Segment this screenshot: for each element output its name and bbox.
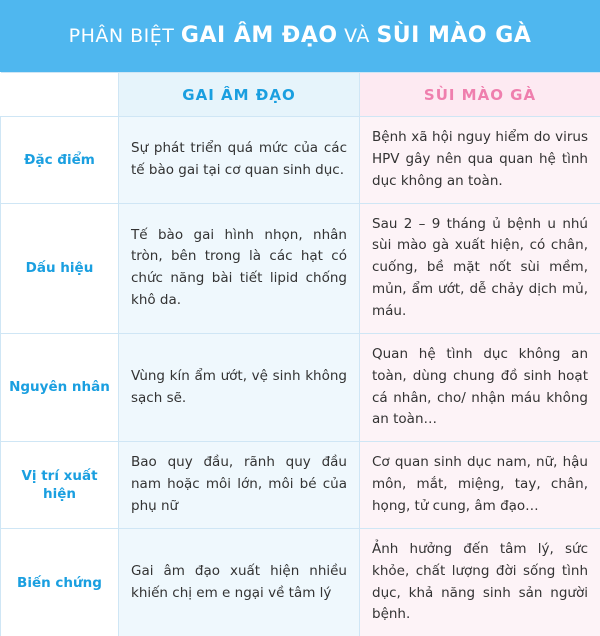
row-cell-right: Ảnh hưởng đến tâm lý, sức khỏe, chất lượng đời sống tình dục, khả năng sinh sản người bệnh. (360, 528, 600, 636)
table-row (1, 117, 600, 204)
column-header-right: SÙI MÀO GÀ (360, 73, 600, 117)
table-row (1, 333, 600, 441)
row-cell-left: Bao quy đầu, rãnh quy đầu nam hoặc môi lớn, môi bé của phụ nữ (119, 442, 360, 529)
title-part-conjunction: VÀ (338, 25, 377, 47)
row-label: Đặc điểm (1, 117, 119, 204)
table-row (1, 442, 600, 529)
row-cell-left: Tế bào gai hình nhọn, nhân tròn, bên trong là các hạt có chức năng bài tiết lipid chống khô da. (119, 203, 360, 333)
table-corner-cell (1, 73, 119, 117)
row-cell-right: Sau 2 – 9 tháng ủ bệnh u nhú sùi mào gà xuất hiện, có chân, cuống, bề mặt nốt sùi mềm, mủn, ẩm ướt, dễ chảy dịch mủ, máu. (360, 203, 600, 333)
row-cell-left: Sự phát triển quá mức của các tế bào gai tại cơ quan sinh dục. (119, 117, 360, 204)
table-row (1, 203, 600, 333)
table-row (1, 528, 600, 636)
row-cell-right: Cơ quan sinh dục nam, nữ, hậu môn, mắt, miệng, tay, chân, họng, tử cung, âm đạo… (360, 442, 600, 529)
table-header-row (1, 73, 600, 117)
title-part-left-term: GAI ÂM ĐẠO (181, 23, 338, 48)
row-label: Nguyên nhân (1, 333, 119, 441)
row-cell-left: Gai âm đạo xuất hiện nhiều khiến chị em e ngại về tâm lý (119, 528, 360, 636)
row-cell-left: Vùng kín ẩm ướt, vệ sinh không sạch sẽ. (119, 333, 360, 441)
row-cell-right: Quan hệ tình dục không an toàn, dùng chung đồ sinh hoạt cá nhân, cho/ nhận máu không an toàn… (360, 333, 600, 441)
row-label: Dấu hiệu (1, 203, 119, 333)
row-cell-right: Bệnh xã hội nguy hiểm do virus HPV gây nên qua quan hệ tình dục không an toàn. (360, 117, 600, 204)
title-part-right-term: SÙI MÀO GÀ (376, 23, 531, 48)
row-label: Vị trí xuất hiện (1, 442, 119, 529)
page-title (69, 23, 532, 49)
row-label: Biến chứng (1, 528, 119, 636)
title-part-prefix: PHÂN BIỆT (69, 25, 181, 47)
comparison-table (0, 72, 600, 636)
table-body (1, 117, 600, 636)
column-header-left: GAI ÂM ĐẠO (119, 73, 360, 117)
table-header (1, 73, 600, 117)
header-banner (0, 0, 600, 72)
